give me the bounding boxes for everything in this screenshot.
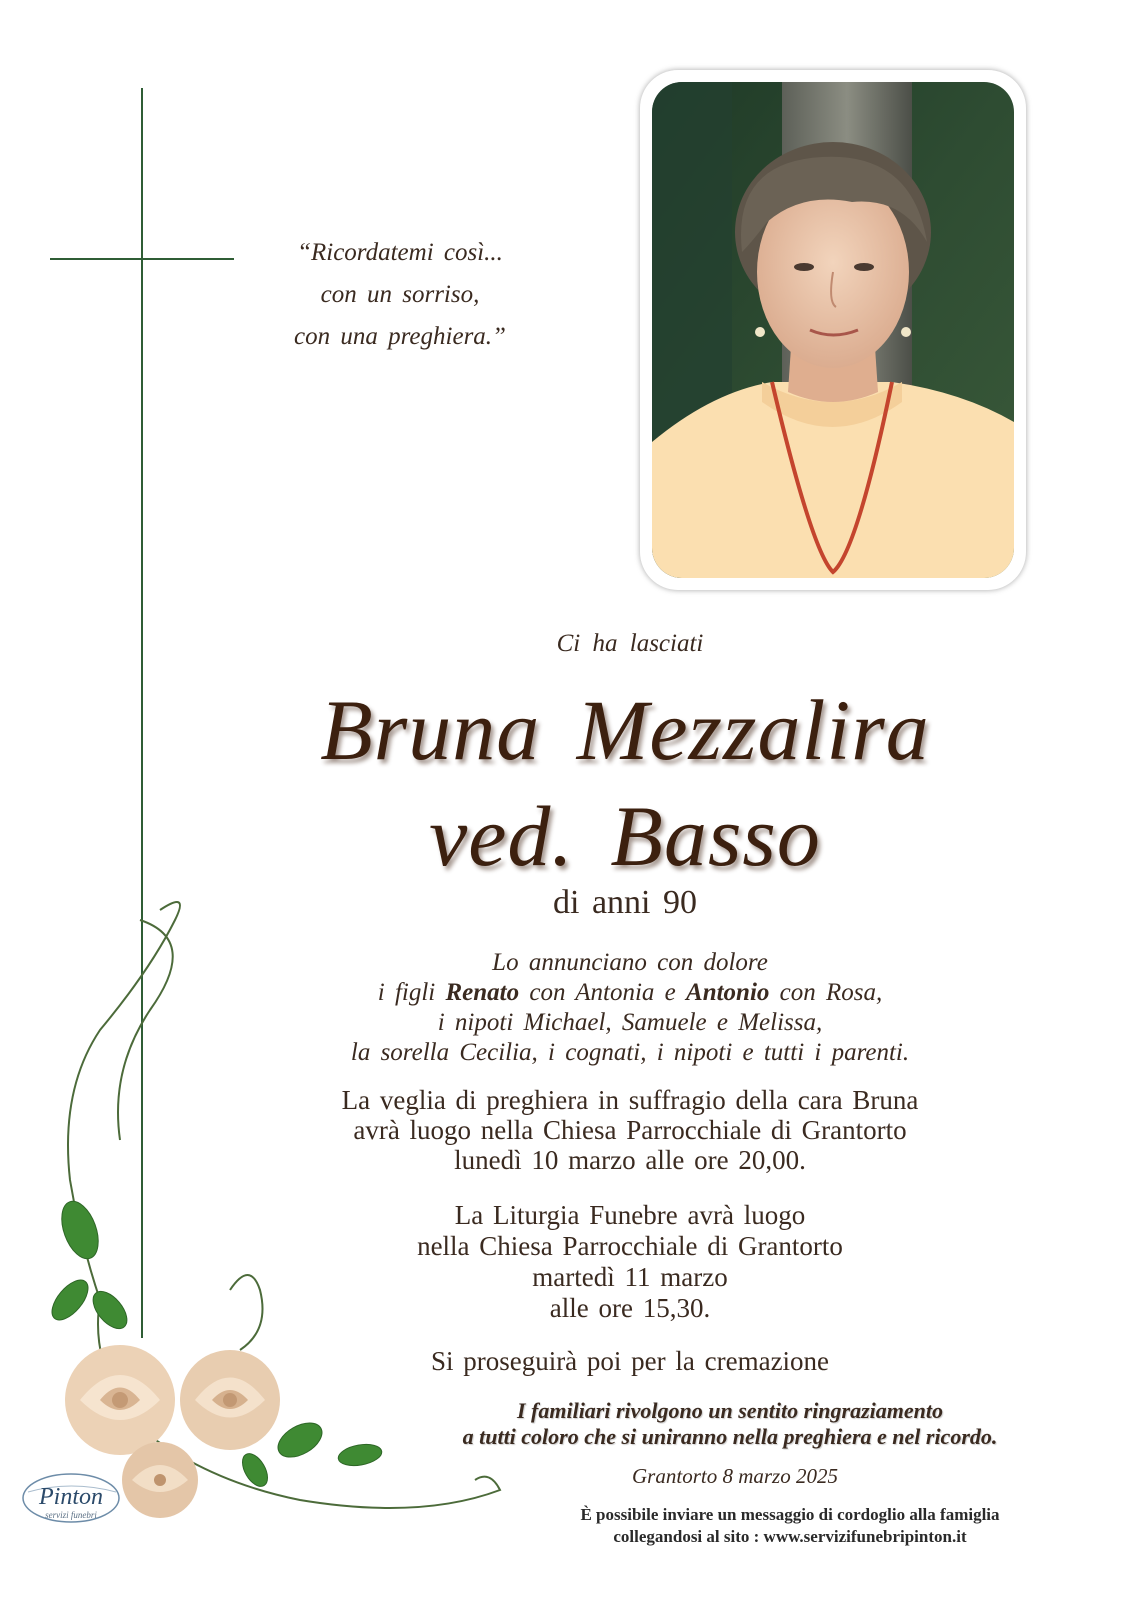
portrait-illustration: [652, 82, 1014, 578]
vigil-line-3: lunedì 10 marzo alle ore 20,00.: [454, 1145, 806, 1175]
funeral-line-2: nella Chiesa Parrocchiale di Grantorto: [417, 1231, 843, 1261]
thanks-line-1: I familiari rivolgono un sentito ringraziamento: [516, 1398, 944, 1423]
funeral-line-3: martedì 11 marzo: [532, 1262, 728, 1292]
quote-line-3: con una preghiera.”: [294, 323, 506, 350]
quote-line-2: con un sorriso,: [320, 281, 480, 308]
child-name-2: Antonio: [686, 979, 770, 1006]
rose-1: [65, 1345, 175, 1455]
logo-tagline: servizi funebri: [45, 1510, 97, 1520]
memorial-quote: [270, 232, 530, 358]
website-note: [480, 1504, 1100, 1548]
leaf-3: [87, 1285, 134, 1334]
announcement-line-1: Lo annunciano con dolore: [492, 949, 768, 976]
announcement-line-4: la sorella Cecilia, i cognati, i nipoti e tutti i parenti.: [350, 1039, 910, 1066]
intro-text: Ci ha lasciati: [556, 630, 704, 657]
leaf-2: [45, 1274, 94, 1326]
rose-3: [122, 1442, 198, 1518]
funeral-line-1: La Liturgia Funebre avrà luogo: [454, 1200, 806, 1230]
logo-mark: [20, 1470, 122, 1530]
announcement-children-suffix: con Rosa,: [769, 979, 883, 1006]
website-note-line-1: È possibile inviare un messaggio di cordoglio alla famiglia: [580, 1505, 1000, 1524]
deceased-name: Bruna Mezzalira: [320, 682, 930, 778]
child-name-1: Renato: [445, 979, 520, 1006]
funeral-line-4: alle ore 15,30.: [549, 1293, 711, 1323]
deceased-married-name: ved. Basso: [429, 788, 821, 884]
cross-horizontal-bar: [50, 258, 234, 260]
quote-line-1: “Ricordatemi così...: [297, 239, 503, 266]
logo-brand: Pinton: [39, 1484, 103, 1510]
announcement-children-middle: con Antonia e: [519, 979, 687, 1006]
leaf-4: [272, 1416, 328, 1464]
leaf-1: [55, 1196, 106, 1263]
date-place: Grantorto 8 marzo 2025: [632, 1464, 838, 1488]
deceased-age: di anni 90: [553, 884, 697, 921]
floral-decoration: [0, 880, 520, 1540]
portrait-photo: [652, 82, 1014, 578]
vine-stem-4: [230, 1275, 263, 1350]
leaf-5: [337, 1441, 384, 1468]
thanks-line-2: a tutti coloro che si uniranno nella preghiera e nel ricordo.: [462, 1424, 998, 1449]
vigil-line-2: avrà luogo nella Chiesa Parrocchiale di Grantorto: [353, 1115, 907, 1145]
announcement-line-3: i nipoti Michael, Samuele e Melissa,: [437, 1009, 823, 1036]
rose-2: [180, 1350, 280, 1450]
vine-stem-2: [118, 920, 173, 1140]
announcement-children-prefix: i figli: [377, 979, 446, 1006]
cremation-note: Si proseguirà poi per la cremazione: [430, 1346, 830, 1376]
vigil-line-1: La veglia di preghiera in suffragio della cara Bruna: [341, 1085, 919, 1115]
website-note-line-2: collegandosi al sito : www.servizifunebripinton.it: [613, 1527, 967, 1546]
funeral-service-logo: [20, 1470, 122, 1530]
